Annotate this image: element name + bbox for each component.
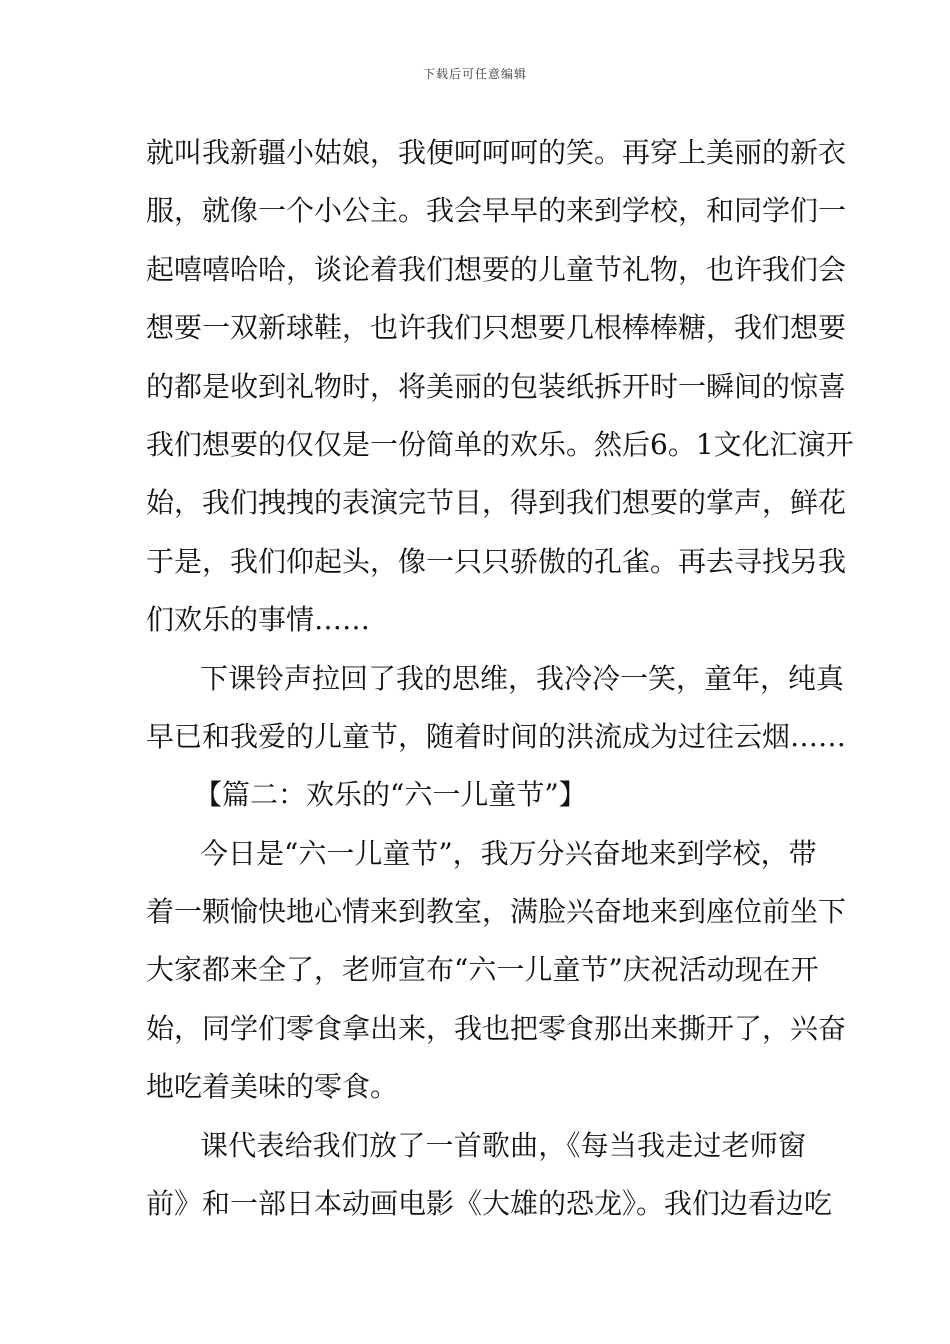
text-line: 们欢乐的事情……	[146, 603, 371, 637]
text-line: 的都是收到礼物时，将美丽的包装纸拆开时一瞬间的惊喜	[146, 369, 847, 403]
text-line: 早已和我爱的儿童节，随着时间的洪流成为过往云烟……	[146, 719, 847, 753]
text-line: 着一颗愉快地心情来到教室，满脸兴奋地来到座位前坐下	[146, 895, 847, 929]
paragraph-first-line: 下课铃声拉回了我的思维，我冷冷一笑，童年，纯真	[200, 661, 845, 695]
paragraph-first-line: 课代表给我们放了一首歌曲，《每当我走过老师窗	[200, 1128, 806, 1162]
text-line: 始，我们拽拽的表演完节目，得到我们想要的掌声，鲜花	[146, 486, 847, 520]
text-line: 我们想要的仅仅是一份简单的欢乐。然后6。1文化汇演开	[146, 427, 854, 461]
text-line: 服，就像一个小公主。我会早早的来到学校，和同学们一	[146, 194, 847, 228]
text-line: 地吃着美味的零食。	[146, 1070, 399, 1104]
document-body	[146, 128, 854, 1237]
text-line: 前》和一部日本动画电影《大雄的恐龙》。我们边看边吃	[146, 1187, 833, 1221]
text-line: 大家都来全了，老师宣布“六一儿童节”庆祝活动现在开	[146, 953, 819, 987]
paragraph-first-line: 今日是“六一儿童节”，我万分兴奋地来到学校，带	[200, 836, 817, 870]
text-line: 就叫我新疆小姑娘，我便呵呵呵的笑。再穿上美丽的新衣	[146, 136, 847, 169]
text-line: 于是，我们仰起头，像一只只骄傲的孔雀。再去寻找另我	[146, 544, 847, 578]
section-heading: 【篇二：欢乐的“六一儿童节”】	[194, 778, 587, 812]
page-header-note: 下载后可任意编辑	[422, 67, 527, 81]
text-line: 想要一双新球鞋，也许我们只想要几根棒棒糖，我们想要	[146, 311, 847, 345]
text-line: 始，同学们零食拿出来，我也把零食那出来撕开了，兴奋	[146, 1011, 847, 1045]
text-line: 起嘻嘻哈哈，谈论着我们想要的儿童节礼物，也许我们会	[146, 252, 847, 286]
